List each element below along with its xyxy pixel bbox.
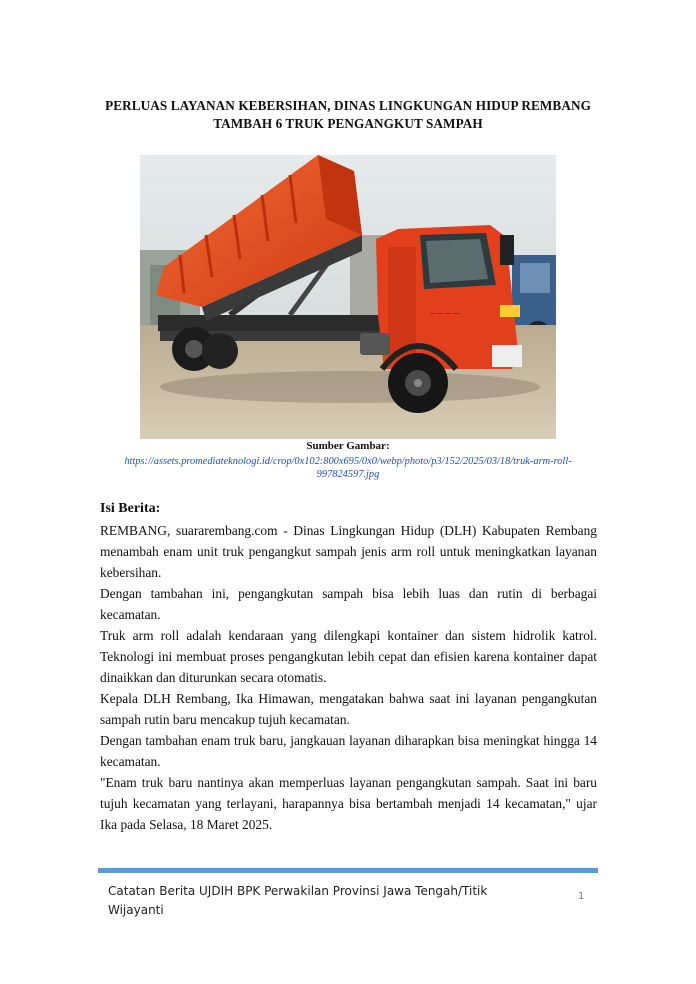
paragraph: REMBANG, suararembang.com - Dinas Lingkungan Hidup (DLH) Kabupaten Rembang menambah enam unit truk pengangkut sampah jenis arm roll untuk meningkatkan layanan kebersihan. — [100, 523, 597, 580]
article-body — [100, 520, 597, 835]
page-number: 1 — [578, 891, 585, 902]
image-source-link[interactable]: https://assets.promediateknologi.id/crop/0x102:800x695/0x0/webp/photo/p3/152/2025/03/18/truk-arm-roll-997824597.jpg — [124, 456, 572, 480]
paragraph: Dengan tambahan enam truk baru, jangkauan layanan diharapkan bisa meningkat hingga 14 kecamatan. — [100, 733, 597, 769]
svg-text:— — — —: — — — — — [430, 311, 460, 317]
image-source-label: Sumber Gambar: — [306, 440, 390, 452]
paragraph: "Enam truk baru nantinya akan memperluas layanan pengangkutan sampah. Saat ini baru tujuh kecamatan yang terlayani, harapannya bisa bertambah menjadi 14 kecamatan," ujar Ika pada Selasa, 18 Maret 2025. — [100, 775, 597, 832]
footer-divider — [98, 868, 598, 873]
paragraph: Dengan tambahan ini, pengangkutan sampah bisa lebih luas dan rutin di berbagai kecamatan. — [100, 586, 597, 622]
footer-text: Catatan Berita UJDIH BPK Perwakilan Provinsi Jawa Tengah/Titik Wijayanti — [108, 884, 488, 917]
section-heading: Isi Berita: — [100, 501, 161, 516]
paragraph: Truk arm roll adalah kendaraan yang dilengkapi kontainer dan sistem hidrolik katrol. Teknologi ini membuat proses pengangkutan lebih cepat dan efisien karena kontainer dapat dinaikkan dan diturunkan secara otomatis. — [100, 628, 597, 685]
document-title: PERLUAS LAYANAN KEBERSIHAN, DINAS LINGKUNGAN HIDUP REMBANG TAMBAH 6 TRUK PENGANGKUT SAMPAH — [105, 98, 591, 131]
paragraph: Kepala DLH Rembang, Ika Himawan, mengatakan bahwa saat ini layanan pengangkutan sampah rutin baru mencakup tujuh kecamatan. — [100, 691, 597, 727]
truck-photo — [140, 155, 556, 439]
arm-roll-garbage-truck-photo-icon — [140, 155, 556, 439]
